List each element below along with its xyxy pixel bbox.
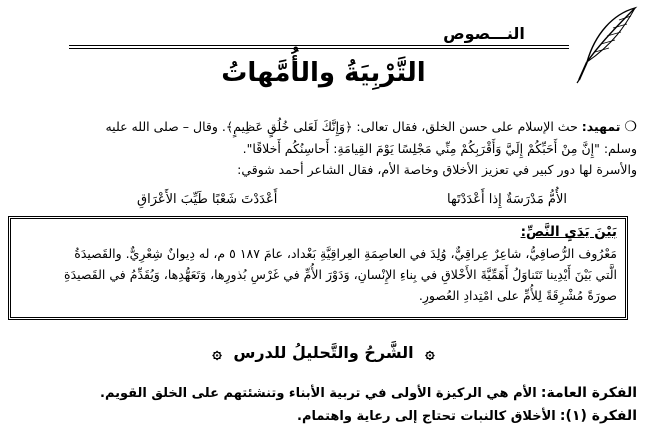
header-divider [69,45,569,49]
idea-one-label: الفكرة (١): [559,408,637,424]
analysis-heading-text: الشَّرحُ والتَّحليلُ للدرس [233,343,414,362]
intro-text-1: حث الإسلام على حسن الخلق، فقال تعالى: ﴿وَإِنَّكَ لَعَلى خُلُقٍ عَظِيمٍ﴾. وقال – صلى الله عليه [105,119,578,134]
page-title: التَّرْبِيَةُ والأُمَّهاتُ [221,58,426,88]
intro-label: تمهيد: [581,119,621,134]
general-idea-label: الفكرة العامة: [540,385,637,401]
verse-second-hemistich: أَعْدَدْتَ شَعْبًا طَيِّبَ الأَعْرَاقِ [137,192,278,207]
intro-paragraph [12,116,637,180]
box-title-line [19,221,617,243]
flower-icon: ۞ [425,343,435,362]
box-line-3: صورَةً مُشْرِقَةً لِلأُمِّ على امْتِدادِ العُصورِ. [418,288,617,303]
intro-line-3: والأسرة لها دور كبير في تعزيز الأخلاق وخاصة الأم، فقال الشاعر أحمد شوقي: [237,162,637,177]
flower-icon: ۞ [212,343,222,362]
analysis-heading [0,343,647,362]
bullet-icon: ❍ [624,119,637,135]
idea-one-text: الأخلاق كالنبات تحتاج إلى رعاية واهتمام. [297,409,556,424]
intro-line-1 [12,116,637,138]
verse-first-hemistich: الأُمُّ مَدْرَسَةٌ إِذا أَعْدَدْتَها [447,192,567,207]
section-label: النـــصوص [443,24,525,43]
general-idea [12,385,637,401]
box-line-2: الَّتي بَيْنَ أَيْدِينا تَتَناوَلُ أَهَمِّيَّةَ الأَخْلاقِ في بِناءِ الإِنْسانِ، وَدَوْرَ الأُمِّ في غَرْسِ بُذورِها، وَتَعَهُّدِها، وَيُقَدِّمُ في القَصيدَةِ [64,267,617,282]
box-title: بَيْنَ يَدَيِ النَّصِّ: [520,224,617,240]
box-line-1: مَعْرُوف الرُّصافِيُّ، شاعِرٌ عِراقِيٌّ، وُلِدَ في العاصِمَةِ العِراقِيَّةِ بَغْداد، عامَ ١٨٧ ٥ م، له دِيوانٌ شِعْرِيٌّ. والقَصيدَةُ [74,246,617,261]
about-text-box [8,216,628,320]
poem-verse [137,192,567,207]
general-idea-text: الأم هي الركيزة الأولى في تربية الأبناء وتنشئتهم على الخلق القويم. [100,386,537,401]
intro-line-2: وسلم: "إِنَّ مِنْ أَحَبِّكُمْ إِلَيَّ وَأَقْرَبِكُمْ مِنِّي مَجْلِسًا يَوْمَ القِيامَةِ: أَحاسِنُكُم أَخلاقًا". [242,141,637,156]
idea-one [12,408,637,424]
